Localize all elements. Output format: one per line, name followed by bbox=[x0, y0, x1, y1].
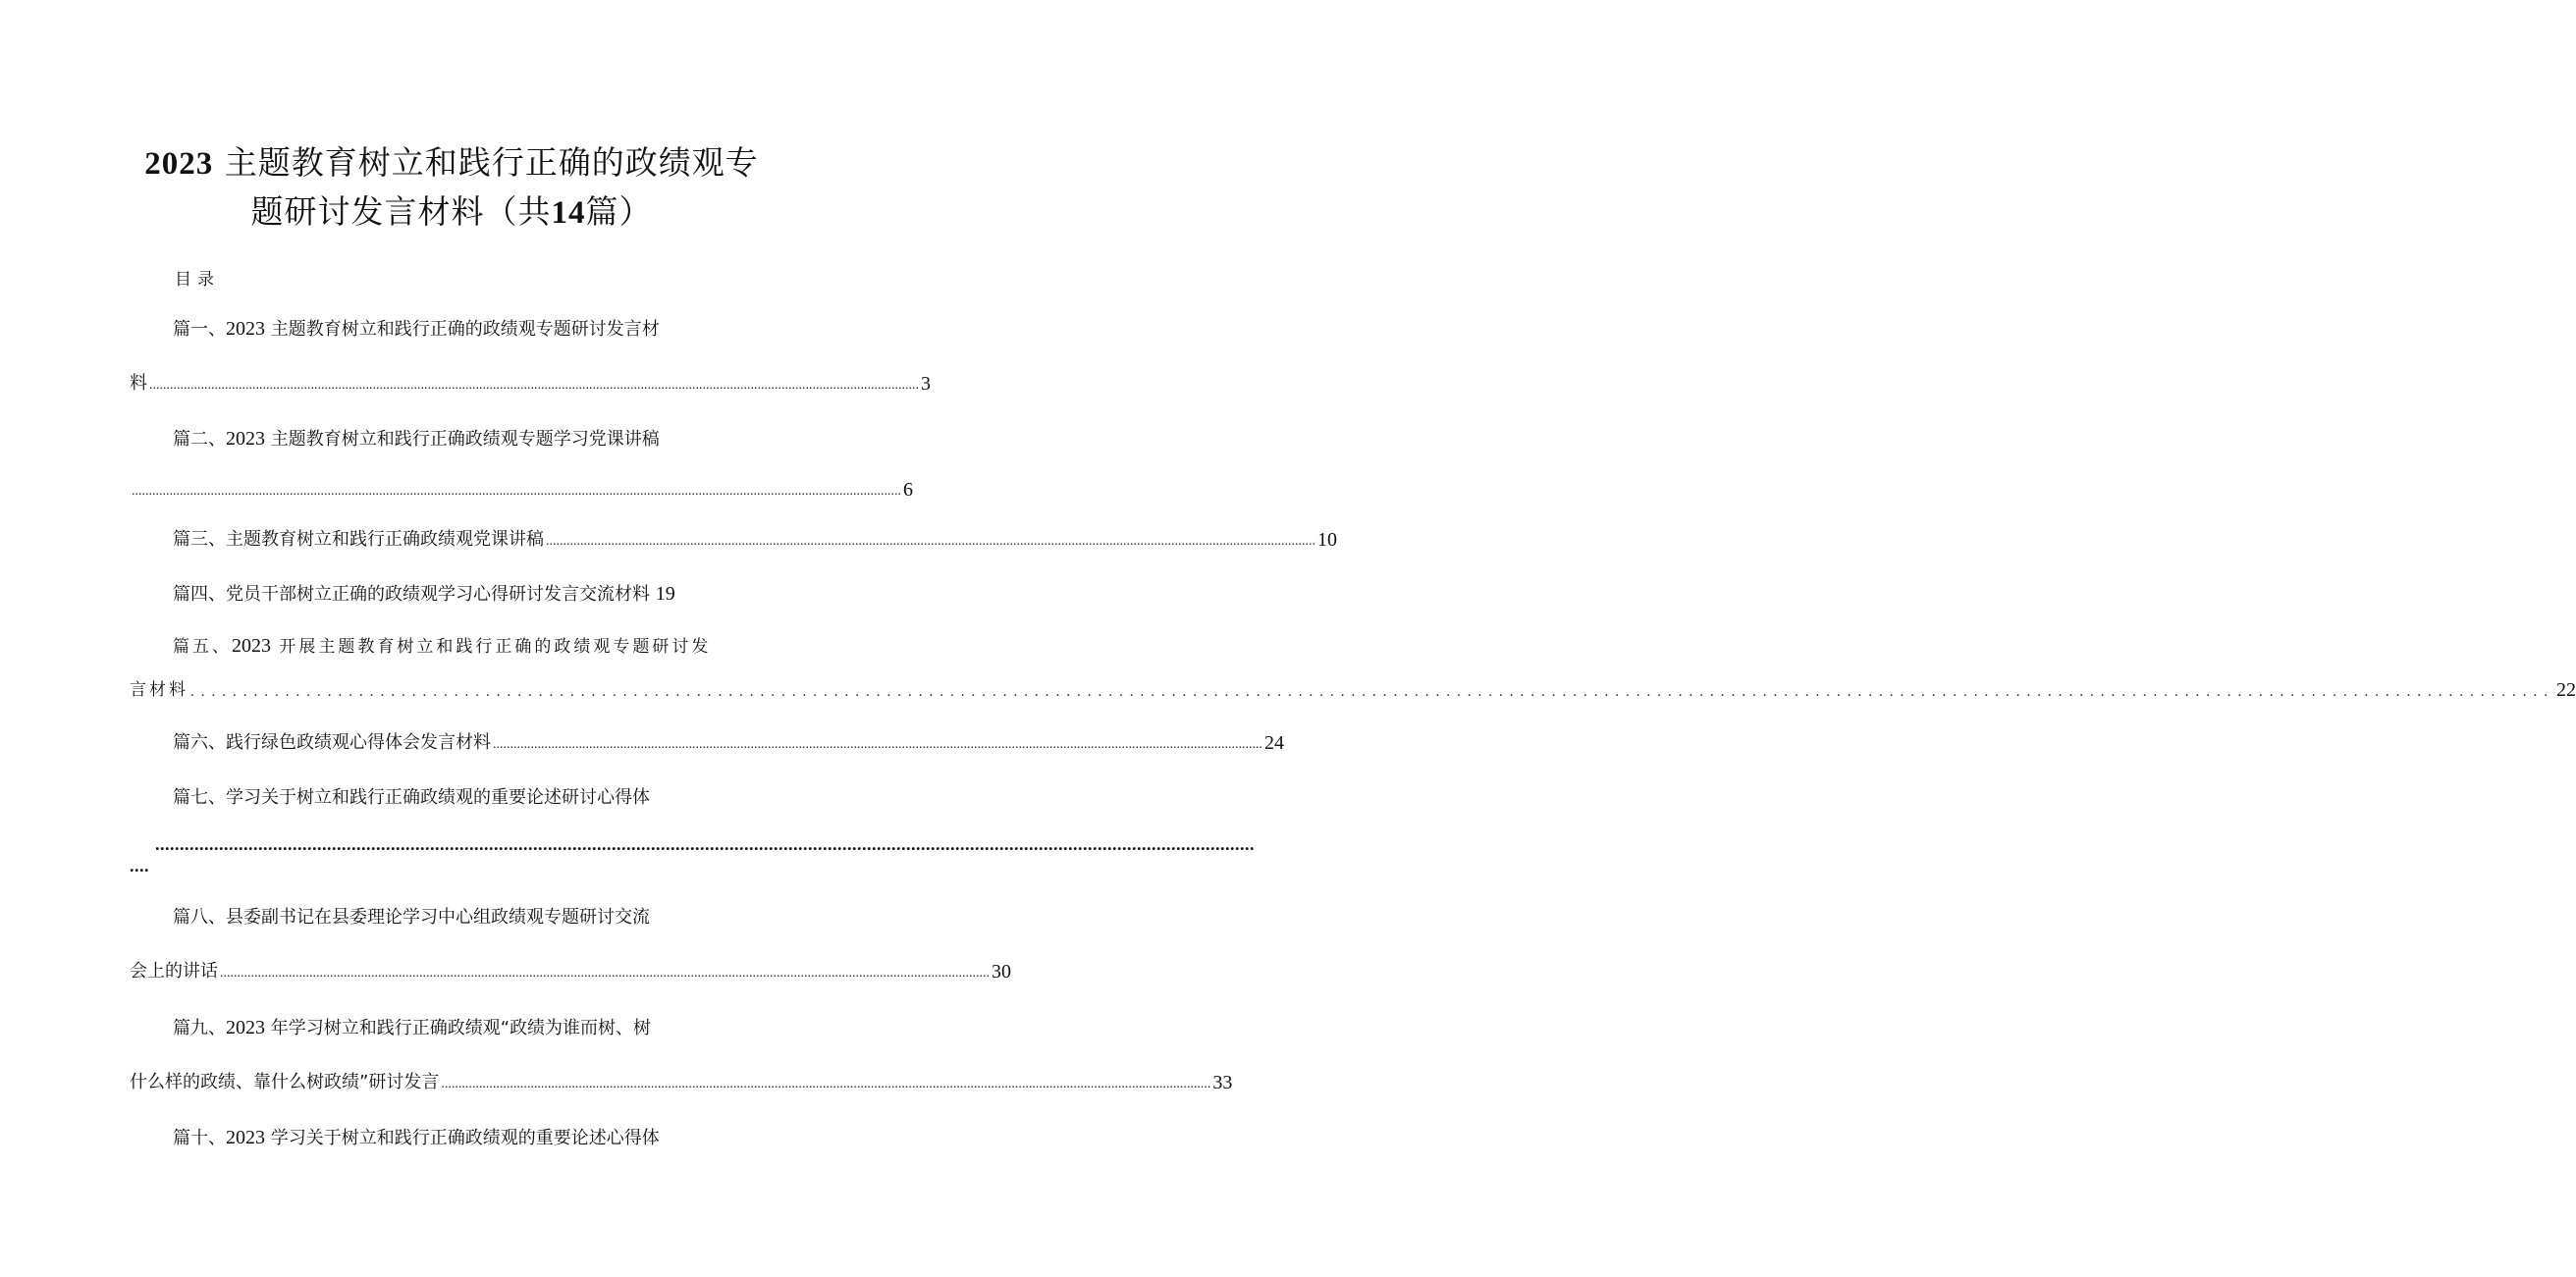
page-number: 24 bbox=[1264, 732, 1284, 754]
toc-entry-2-line-1[interactable]: 篇二、2023 主题教育树立和践行正确政绩观专题学习党课讲稿 bbox=[173, 428, 660, 450]
toc-entry-7[interactable]: 篇七、学习关于树立和践行正确政绩观的重要论述研讨心得体 bbox=[173, 787, 650, 808]
page-number: 19 bbox=[655, 583, 675, 605]
page-number: 30 bbox=[992, 961, 1011, 983]
toc-entry-8-line-1[interactable]: 篇八、县委副书记在县委理论学习中心组政绩观专题研讨交流 bbox=[173, 907, 650, 928]
toc-entry-1-line-1[interactable]: 篇一、2023 主题教育树立和践行正确的政绩观专题研讨发言材 bbox=[173, 318, 660, 340]
toc-entry-3[interactable]: 篇三、主题教育树立和践行正确政绩观党课讲稿 ................................................................................................................................................................................................................................ 10 bbox=[173, 529, 1337, 551]
dot-leader-tail: .... bbox=[130, 856, 149, 876]
dot-leader: ................................................................................................................................................................................................................................ bbox=[155, 834, 1255, 854]
page-number: 22 bbox=[2556, 679, 2576, 701]
document-title-line-1: 2023 主题教育树立和践行正确的政绩观专 bbox=[144, 143, 759, 182]
dot-leader: ................................................................................................................................................................................................................................ bbox=[546, 534, 1315, 549]
toc-entry-10-line-1[interactable]: 篇十、2023 学习关于树立和践行正确政绩观的重要论述心得体 bbox=[173, 1127, 660, 1148]
toc-entry-9-line-1[interactable]: 篇九、2023 年学习树立和践行正确政绩观“政绩为谁而树、树 bbox=[173, 1017, 652, 1038]
dot-leader: ................................................................................................................................................................................................................................ bbox=[132, 484, 901, 499]
page-number: 10 bbox=[1317, 529, 1337, 551]
toc-entry-4[interactable]: 篇四、党员干部树立正确的政绩观学习心得研讨发言交流材料 19 bbox=[173, 583, 675, 605]
toc-entry-9-line-2[interactable]: 什么样的政绩、靠什么树政绩”研讨发言 ................................................................................................................................................................................................................................ 33 bbox=[130, 1072, 1233, 1093]
page-number: 33 bbox=[1212, 1072, 1233, 1093]
toc-entry-8-line-2[interactable]: 会上的讲话 ................................................................................................................................................................................................................................ 30 bbox=[130, 961, 1011, 983]
dot-leader: ................................................................................................................................................................................................................................ bbox=[220, 966, 990, 981]
toc-entry-1-line-2[interactable]: 料 ................................................................................................................................................................................................................................ 3 bbox=[130, 373, 931, 395]
dot-leader: ................................................................................................................................................................................................................................ bbox=[493, 737, 1262, 752]
toc-entry-6[interactable]: 篇六、践行绿色政绩观心得体会发言材料 ................................................................................................................................................................................................................................ 24 bbox=[173, 732, 1284, 754]
toc-entry-2-line-2[interactable] bbox=[130, 477, 913, 503]
dot-leader: ................................................................................................................................................................................................................................ bbox=[149, 378, 919, 393]
toc-entry-5-line-1[interactable]: 篇五、2023 开展主题教育树立和践行正确的政绩观专题研讨发 bbox=[173, 635, 712, 657]
document-title-line-2: 题研讨发言材料（共14篇） bbox=[250, 192, 653, 231]
dot-leader: ................................................................................................................................................................................................................................ bbox=[441, 1077, 1211, 1091]
page-number: 6 bbox=[903, 479, 913, 501]
toc-heading: 目录 bbox=[175, 270, 220, 290]
page-number: 3 bbox=[921, 373, 931, 395]
dot-leader: ................................................................................................................................................................................................................................ bbox=[190, 684, 2554, 700]
toc-entry-5-line-2[interactable]: 言材料 ................................................................................................................................................................................................................................ 22 bbox=[130, 679, 2576, 701]
